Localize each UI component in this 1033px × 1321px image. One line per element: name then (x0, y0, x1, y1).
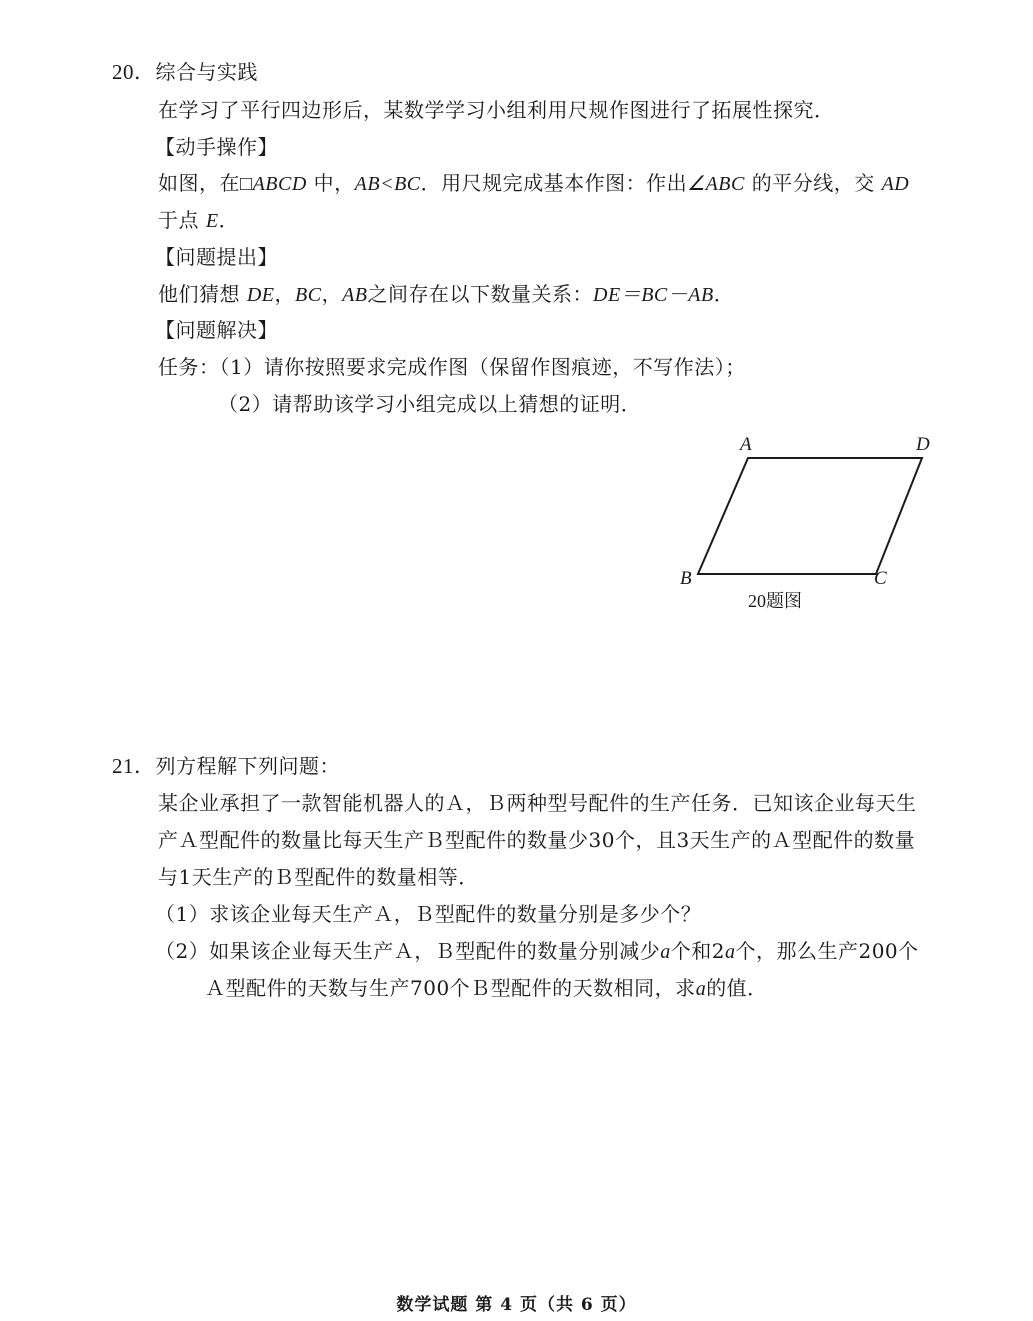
q21-body-line1: 某企业承担了一款智能机器人的Ａ，Ｂ两种型号配件的生产任务．已知该企业每天生 (158, 791, 917, 815)
q20-section-operation-heading: 【动手操作】 (155, 135, 278, 159)
q20-operation-line1 (158, 169, 909, 198)
figure-caption: 20题图 (748, 591, 802, 611)
q21-part1: （1）求该企业每天生产Ａ，Ｂ型配件的数量分别是多少个？ (155, 902, 702, 926)
text-segment: ．用尺规完成基本作图：作出 (420, 171, 688, 195)
math-segment: DE (246, 284, 275, 306)
text-segment: Ａ型配件的天数与生产700个Ｂ型配件的天数相同，求 (205, 976, 696, 1000)
math-variable: a (724, 941, 736, 963)
q21-part2-line1 (155, 937, 919, 966)
q21-number: 21． (112, 754, 156, 778)
q21-header (112, 752, 340, 780)
text-segment: 之间存在以下数量关系： (367, 282, 594, 306)
parallelogram-shape (698, 458, 922, 574)
math-point: E (205, 210, 219, 232)
q20-task1: 任务：（1）请你按照要求完成作图（保留作图痕迹，不写作法）； (158, 355, 746, 379)
q20-section-solution-heading: 【问题解决】 (155, 318, 278, 342)
math-parallelogram: □ABCD (240, 173, 307, 195)
q20-problem-statement (158, 280, 734, 309)
math-variable: a (695, 978, 707, 1000)
q21-body-line2: 产Ａ型配件的数量比每天生产Ｂ型配件的数量少30个，且3天生产的Ａ型配件的数量 (158, 828, 916, 852)
text-segment: ． (713, 282, 735, 306)
text-segment: 中， (306, 171, 355, 195)
text-segment: 于点 (158, 208, 206, 232)
math-equation: DE＝BC－AB (593, 284, 714, 306)
text-segment: 他们猜想 (158, 282, 247, 306)
text-segment: 个和2 (670, 939, 725, 963)
math-segment: BC (295, 284, 322, 306)
text-segment: 个，那么生产200个 (735, 939, 919, 963)
math-inequality: AB<BC (354, 173, 421, 195)
q21-body-line3: 与1天生产的Ｂ型配件的数量相等． (158, 865, 479, 889)
text-segment: ． (218, 208, 240, 232)
text-segment: 如图，在 (158, 171, 240, 195)
q21-part2-line2 (205, 974, 768, 1003)
math-variable: a (660, 941, 671, 963)
vertex-label-a: A (740, 434, 752, 455)
q20-operation-line2 (158, 206, 239, 235)
q20-header (112, 58, 258, 86)
parallelogram-diagram (670, 430, 950, 620)
vertex-label-b: B (680, 568, 692, 589)
math-angle: ∠ABC (687, 173, 745, 195)
text-segment: （2）如果该企业每天生产Ａ，Ｂ型配件的数量分别减少 (155, 939, 661, 963)
text-segment: 的平分线，交 (744, 171, 882, 195)
q20-title: 综合与实践 (155, 60, 258, 84)
q21-title: 列方程解下列问题： (155, 754, 340, 778)
page-footer: 数学试题 第 4 页（共 6 页） (396, 1295, 637, 1315)
q20-number: 20． (112, 60, 156, 84)
q20-intro: 在学习了平行四边形后，某数学学习小组利用尺规作图进行了拓展性探究． (158, 98, 835, 122)
math-segment: AB (342, 284, 368, 306)
text-segment: ， (274, 282, 296, 306)
q20-section-problem-heading: 【问题提出】 (155, 245, 278, 269)
q20-figure (670, 430, 950, 620)
math-segment: AD (881, 173, 910, 195)
q20-task2: （2）请帮助该学习小组完成以上猜想的证明． (218, 392, 642, 416)
text-segment: ， (321, 282, 343, 306)
vertex-label-d: D (916, 434, 930, 455)
vertex-label-c: C (874, 568, 887, 589)
text-segment: 的值． (706, 976, 768, 1000)
